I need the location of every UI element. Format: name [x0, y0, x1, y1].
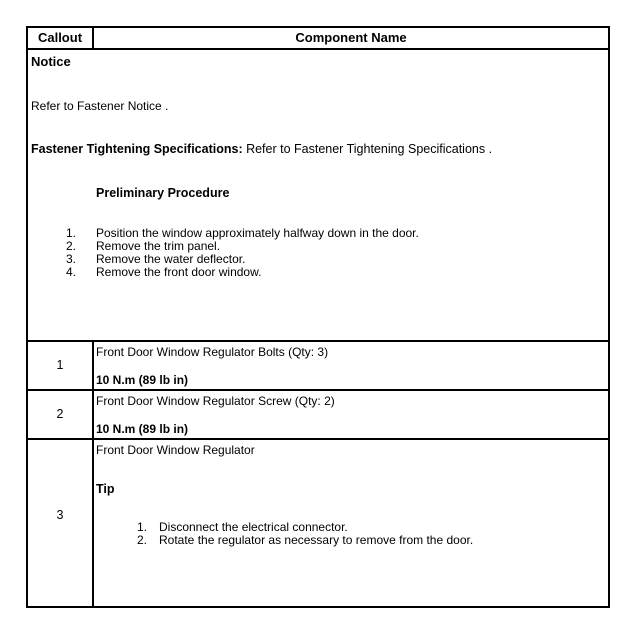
notice-refer: Refer to Fastener Notice . — [31, 99, 169, 113]
torque-spec: 10 N.m (89 lb in) — [96, 373, 189, 387]
fastener-spec-label: Fastener Tightening Specifications: — [31, 142, 243, 156]
fastener-spec-line — [31, 142, 492, 156]
callout-number: 3 — [28, 440, 94, 606]
table-row — [28, 391, 608, 440]
step-text: Remove the water deflector. — [96, 252, 246, 266]
header-component-name: Component Name — [295, 30, 407, 45]
step-number: 3. — [65, 252, 76, 266]
list-item — [28, 265, 608, 279]
list-item — [28, 239, 608, 253]
notice-refer-text — [31, 99, 168, 113]
list-item — [123, 533, 623, 547]
step-text: Remove the front door window. — [96, 265, 262, 279]
tip-text: Rotate the regulator as necessary to remove from the door. — [159, 533, 474, 547]
step-number: 1. — [65, 226, 76, 240]
component-name: Front Door Window Regulator — [96, 443, 255, 457]
step-text: Remove the trim panel. — [96, 239, 221, 253]
list-item — [123, 520, 623, 534]
step-text: Position the window approximately halfway down in the door. — [96, 226, 419, 240]
list-item — [28, 252, 608, 266]
callout-number: 1 — [28, 342, 94, 389]
table-row — [28, 342, 608, 391]
preliminary-procedure-title: Preliminary Procedure — [96, 186, 230, 200]
table-row — [28, 440, 608, 606]
fastener-spec-text: Refer to Fastener Tightening Specifications . — [242, 142, 493, 156]
tip-text: Disconnect the electrical connector. — [159, 520, 348, 534]
tip-number: 1. — [136, 520, 147, 534]
table-header — [28, 28, 608, 50]
notice-title: Notice — [31, 54, 71, 69]
callout-number: 2 — [28, 391, 94, 438]
notice-section — [28, 50, 608, 342]
header-callout: Callout — [28, 28, 94, 48]
step-number: 4. — [65, 265, 76, 279]
component-name: Front Door Window Regulator Screw (Qty: 2) — [96, 394, 335, 408]
step-number: 2. — [65, 239, 76, 253]
component-table — [26, 26, 610, 608]
tip-number: 2. — [136, 533, 147, 547]
list-item — [28, 226, 608, 240]
component-name: Front Door Window Regulator Bolts (Qty: 3) — [96, 345, 329, 359]
torque-spec: 10 N.m (89 lb in) — [96, 422, 189, 436]
tip-title: Tip — [96, 482, 115, 496]
